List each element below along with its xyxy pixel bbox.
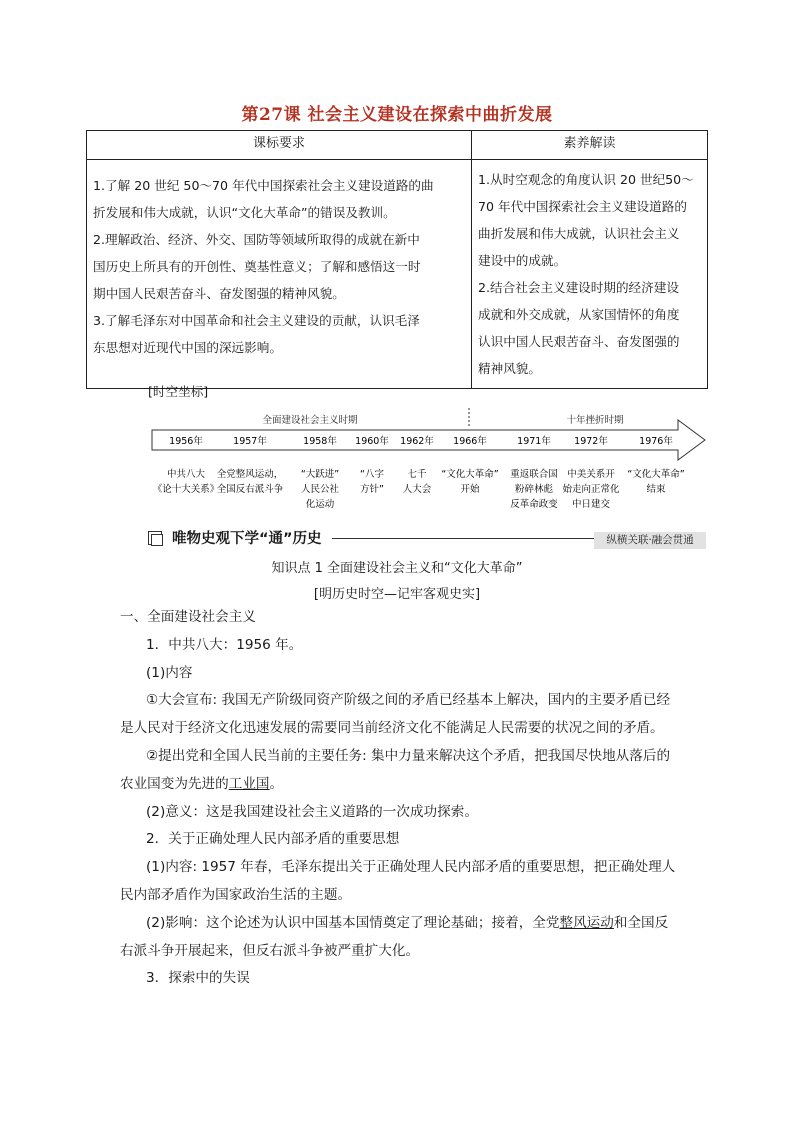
standards-table <box>86 130 708 389</box>
standards-cell <box>87 160 472 389</box>
timeline-event: 人民公社 <box>300 484 340 495</box>
standards-line: 3.了解毛泽东对中国革命和社会主义建设的贡献，认识毛泽 <box>93 313 420 328</box>
timeline-year: 1956年 <box>169 436 203 447</box>
body-text <box>120 604 680 993</box>
timeline-event: 结束 <box>646 484 666 495</box>
timeline-year: 1962年 <box>400 436 434 447</box>
literacy-line: 精神风貌。 <box>478 361 541 376</box>
standards-line: 东思想对近现代中国的深远影响。 <box>93 340 282 355</box>
timeline-event: 人大会 <box>402 484 432 495</box>
timeline-event: 反革命政变 <box>510 499 558 510</box>
timeline-event: “八字 <box>360 469 384 480</box>
timeline-event: 中美关系开 <box>567 469 615 480</box>
body-text-span: (2)影响：这个论述为认识中国基本国情奠定了理论基础；接着，全党 <box>146 914 560 931</box>
table-header-literacy: 素养解读 <box>472 131 708 160</box>
timeline-event: 全党整风运动， <box>216 469 284 480</box>
timeline-year: 1957年 <box>233 436 267 447</box>
timeline-event: 《论十大关系》 <box>152 484 220 495</box>
standards-line: 折发展和伟大成就，认识“文化大革命”的错误及教训。 <box>93 205 396 220</box>
body-paragraph: 1．中共八大：1956 年。 <box>146 636 303 653</box>
timeline-event: 开始 <box>460 484 480 495</box>
period-label-1: 全面建设社会主义时期 <box>262 415 358 426</box>
body-paragraph: 2．关于正确处理人民内部矛盾的重要思想 <box>146 831 400 848</box>
timeline-event: 七千 <box>407 469 427 480</box>
timeline-year: 1972年 <box>574 436 608 447</box>
underlined-term: 整风运动 <box>559 914 614 931</box>
timeline-event: 重返联合国 <box>510 469 558 480</box>
section-box-icon <box>148 531 162 545</box>
section-heading: 唯物史观下学“通”历史 <box>172 531 322 547</box>
timeline-year: 1960年 <box>355 436 389 447</box>
standards-line: 2.理解政治、经济、外交、国防等领域所取得的成就在新中 <box>93 232 420 247</box>
timeline-event: 化运动 <box>305 499 335 510</box>
body-paragraph: (1)内容: 1957 年春，毛泽东提出关于正确处理人民内部矛盾的重要思想，把正确处理人民内部矛盾作为国家政治生活的主题。 <box>120 859 676 903</box>
timeline-year: 1966年 <box>453 436 487 447</box>
lesson-title: 第27课 社会主义建设在探索中曲折发展 <box>241 105 553 125</box>
literacy-line: 曲折发展和伟大成就，认识社会主义 <box>478 226 680 241</box>
timeline-event: “文化大革命” <box>627 469 685 480</box>
table-header-standards: 课标要求 <box>87 131 472 160</box>
timeline-event: 中日建交 <box>571 499 611 510</box>
standards-line: 期中国人民艰苦奋斗、奋发图强的精神风貌。 <box>93 286 345 301</box>
timeline-year: 1971年 <box>517 436 551 447</box>
timeline-event: 全国反右派斗争 <box>216 484 284 495</box>
underlined-term: 工业国 <box>228 775 270 792</box>
literacy-line: 70 年代中国探索社会主义建设道路的 <box>478 199 687 214</box>
body-paragraph <box>120 910 680 966</box>
literacy-line: 2.结合社会主义建设时期的经济建设 <box>478 280 679 295</box>
standards-line: 1.了解 20 世纪 50～70 年代中国探索社会主义建设道路的曲 <box>93 178 434 193</box>
section-tag: 纵横关联·融会贯通 <box>594 532 706 549</box>
body-paragraph: 3．探索中的失误 <box>146 970 250 987</box>
literacy-cell <box>472 160 708 389</box>
timeline-event: “大跃进” <box>300 469 340 480</box>
knowledge-point-title: 知识点 1 全面建设社会主义和“文化大革命” <box>271 561 523 576</box>
timeline-diagram <box>140 404 712 524</box>
timeline-event: “文化大革命” <box>441 469 499 480</box>
body-heading: 一、全面建设社会主义 <box>120 609 256 625</box>
literacy-line: 认识中国人民艰苦奋斗、奋发图强的 <box>478 334 680 349</box>
body-paragraph: (2)意义：这是我国建设社会主义道路的一次成功探索。 <box>146 803 478 820</box>
body-paragraph: (1)内容 <box>146 664 193 681</box>
body-text-span: ②提出党和全国人民当前的主要任务: 集中力量来解决这个矛盾，把我国尽快地从落后的农业国变为先进的 <box>120 747 671 792</box>
timeline-label: [时空坐标] <box>148 384 209 399</box>
knowledge-point-subtitle: [明历史时空—记牢客观史实] <box>313 587 481 602</box>
timeline-event: 方针” <box>360 484 384 495</box>
section-divider <box>332 538 594 539</box>
timeline-event: 粉碎林彪 <box>514 484 554 495</box>
standards-line: 国历史上所具有的开创性、奠基性意义；了解和感悟这一时 <box>93 259 421 274</box>
timeline-event: 始走向正常化 <box>562 484 620 495</box>
body-paragraph: ①大会宣布: 我国无产阶级同资产阶级之间的矛盾已经基本上解决，国内的主要矛盾已经是人民对于经济文化迅速发展的需要同当前经济文化不能满足人民需要的状况之间的矛盾。 <box>120 692 671 737</box>
body-text-span: 。 <box>269 775 284 792</box>
section-header <box>148 527 706 549</box>
literacy-line: 建设中的成就。 <box>478 253 567 268</box>
timeline-event: 中共八大 <box>166 469 206 480</box>
period-label-2: 十年挫折时期 <box>566 415 624 426</box>
timeline-year: 1958年 <box>303 436 337 447</box>
literacy-line: 成就和外交成就，从家国情怀的角度 <box>478 307 680 322</box>
literacy-line: 1.从时空观念的角度认识 20 世纪50～ <box>478 172 694 187</box>
body-paragraph <box>120 743 680 799</box>
timeline-year: 1976年 <box>639 436 673 447</box>
body-text-span: 和全国反右派斗争开展起来，但反右派斗争被严重扩大化。 <box>120 914 669 959</box>
